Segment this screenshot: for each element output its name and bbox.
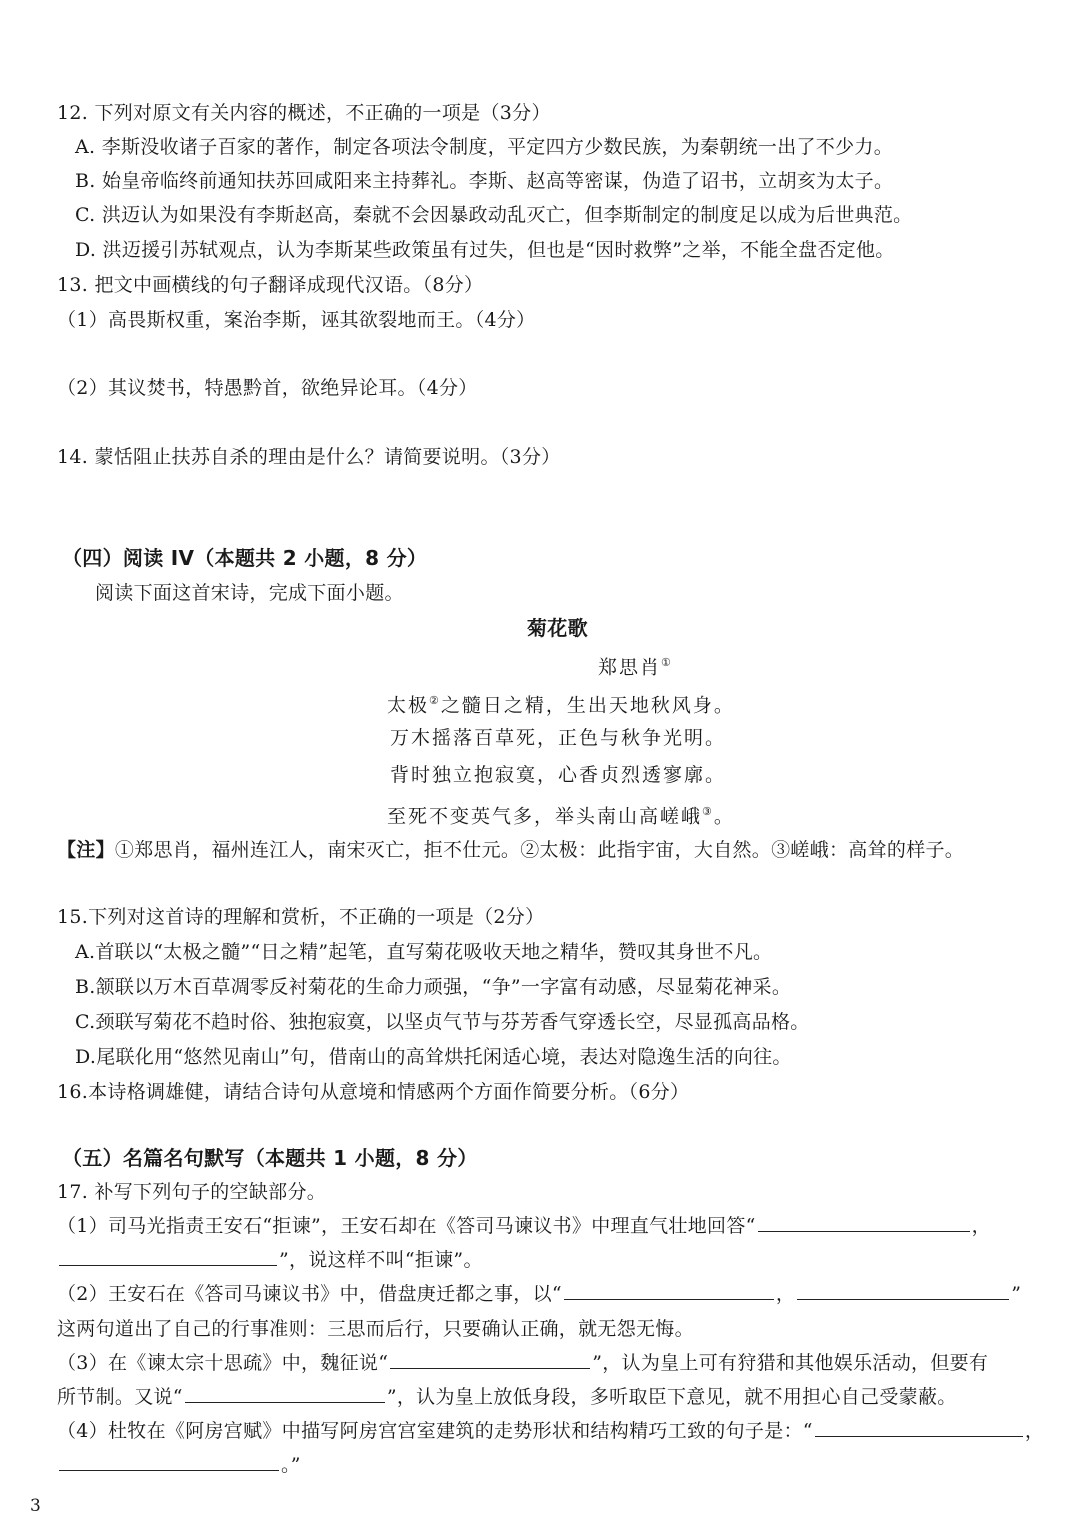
q17-part-3 [57,1350,988,1376]
q17-part-2-cont: 这两句道出了自己的行事准则：三思而后行，只要确认正确，就无怨无悔。 [57,1318,694,1340]
q17-stem: 17. 补写下列句子的空缺部分。 [57,1181,327,1203]
answer-blank[interactable] [185,1384,385,1403]
poem-line [390,725,726,751]
section4-instruction: 阅读下面这首宋诗，完成下面小题。 [95,582,404,604]
q17-text: （4）杜牧在《阿房宫赋》中描写阿房宫宫室建筑的走势形状和结构精巧工致的句子是：“ [57,1420,813,1442]
q15-option-d: D.尾联化用“悠然见南山”句，借南山的高耸烘托闲适心境，表达对隐逸生活的向往。 [75,1046,792,1068]
q13-stem: 13. 把文中画横线的句子翻译成现代汉语。（8分） [57,274,484,296]
q12-option-d: D. 洪迈援引苏轼观点，认为李斯某些政策虽有过失，但也是“因时救弊”之举，不能全盘否定他。 [75,239,895,261]
q17-part-1 [57,1213,991,1239]
q12-option-a: A. 李斯没收诸子百家的著作，制定各项法令制度，平定四方少数民族，为秦朝统一出了不少力。 [75,136,894,158]
q14-stem: 14. 蒙恬阻止扶苏自杀的理由是什么？请简要说明。（3分） [57,446,561,468]
q17-text: 所节制。又说“ [57,1386,183,1408]
q13-sentence-2: （2）其议焚书，特愚黔首，欲绝异论耳。（4分） [57,377,478,399]
answer-blank[interactable] [797,1281,1009,1300]
q17-text: ”，说这样不叫“拒谏”。 [279,1249,483,1271]
poem-note-mark: ③ [702,805,714,818]
poem-note-mark: ② [429,694,441,707]
poem-title: 菊花歌 [527,616,588,640]
poem-line [387,799,735,829]
q15-stem: 15.下列对这首诗的理解和赏析，不正确的一项是（2分） [57,906,545,928]
poem-author-note-mark: ① [661,656,673,669]
section5-header: （五）名篇名句默写（本题共 1 小题，8 分） [62,1146,478,1170]
poem-author-name: 郑思肖 [598,656,662,679]
q17-text: （2）王安石在《答司马谏议书》中，借盘庚迁都之事，以“ [57,1283,562,1305]
poem-line-text: 。 [713,805,735,828]
q17-text: ”，认为皇上可有狩猎和其他娱乐活动，但要有 [592,1352,989,1374]
q17-text: ， [1024,1420,1045,1442]
poem-line-text: 太极 [387,694,430,717]
q15-option-b: B.颔联以万木百草凋零反衬菊花的生命力顽强，“争”一字富有动感，尽显菊花神采。 [75,976,792,998]
q15-option-a: A.首联以“太极之髓”“日之精”起笔，直写菊花吸收天地之精华，赞叹其身世不凡。 [75,941,773,963]
poem-line-text: 之髓日之精，生出天地秋风身。 [440,694,735,717]
poem-author [598,650,673,680]
q12-option-b: B. 始皇帝临终前通知扶苏回咸阳来主持葬礼。李斯、赵高等密谋，伪造了诏书，立胡亥为太子。 [75,170,894,192]
answer-blank[interactable] [758,1213,970,1232]
poem-line-text: 至死不变英气多，举头南山高嵯峨 [387,805,703,828]
q16-stem: 16.本诗格调雄健，请结合诗句从意境和情感两个方面作简要分析。（6分） [57,1081,690,1103]
note-text: ①郑思肖，福州连江人，南宋灭亡，拒不仕元。②太极：此指宇宙，大自然。③嵯峨：高耸的样子。 [114,839,965,861]
q17-text: ， [971,1215,991,1237]
poem-line [390,762,726,788]
page-number: 3 [30,1496,41,1516]
q12-option-c: C. 洪迈认为如果没有李斯赵高，秦就不会因暴政动乱灭亡，但李斯制定的制度足以成为后世典范。 [75,204,913,226]
answer-blank[interactable] [59,1452,279,1471]
q17-text: 。” [281,1454,301,1476]
q17-part-2 [57,1281,1021,1307]
q17-text: ” [1011,1283,1022,1305]
q12-stem: 12. 下列对原文有关内容的概述，不正确的一项是（3分） [57,102,551,124]
poem-notes [57,837,964,863]
q13-sentence-1: （1）高畏斯权重，案治李斯，诬其欲裂地而王。（4分） [57,309,536,331]
poem-line-text: 万木摇落百草死，正色与秋争光明。 [390,727,727,749]
q17-text: （3）在《谏太宗十思疏》中，魏征说“ [57,1352,389,1374]
answer-blank[interactable] [564,1281,774,1300]
q17-text: （1）司马光指责王安石“拒谏”，王安石却在《答司马谏议书》中理直气壮地回答“ [57,1215,756,1237]
poem-line [387,688,735,718]
section4-header: （四）阅读 IV（本题共 2 小题，8 分） [62,546,428,570]
q17-text: ， [775,1283,796,1305]
q17-text: ”，认为皇上放低身段，多听取臣下意见，就不用担心自己受蒙蔽。 [386,1386,957,1408]
answer-blank[interactable] [815,1418,1023,1437]
q17-part-4 [57,1418,1044,1444]
answer-blank[interactable] [390,1350,590,1369]
note-label: 【注】 [57,839,115,861]
q15-option-c: C.颈联写菊花不趋时俗、独抱寂寞，以坚贞气节与芬芳香气穿透长空，尽显孤高品格。 [75,1011,810,1033]
answer-blank[interactable] [59,1247,277,1266]
q17-part-1-cont [57,1247,483,1273]
q17-part-3-cont [57,1384,957,1410]
poem-line-text: 背时独立抱寂寞，心香贞烈透寥廓。 [390,764,727,786]
q17-part-4-cont [57,1452,301,1478]
